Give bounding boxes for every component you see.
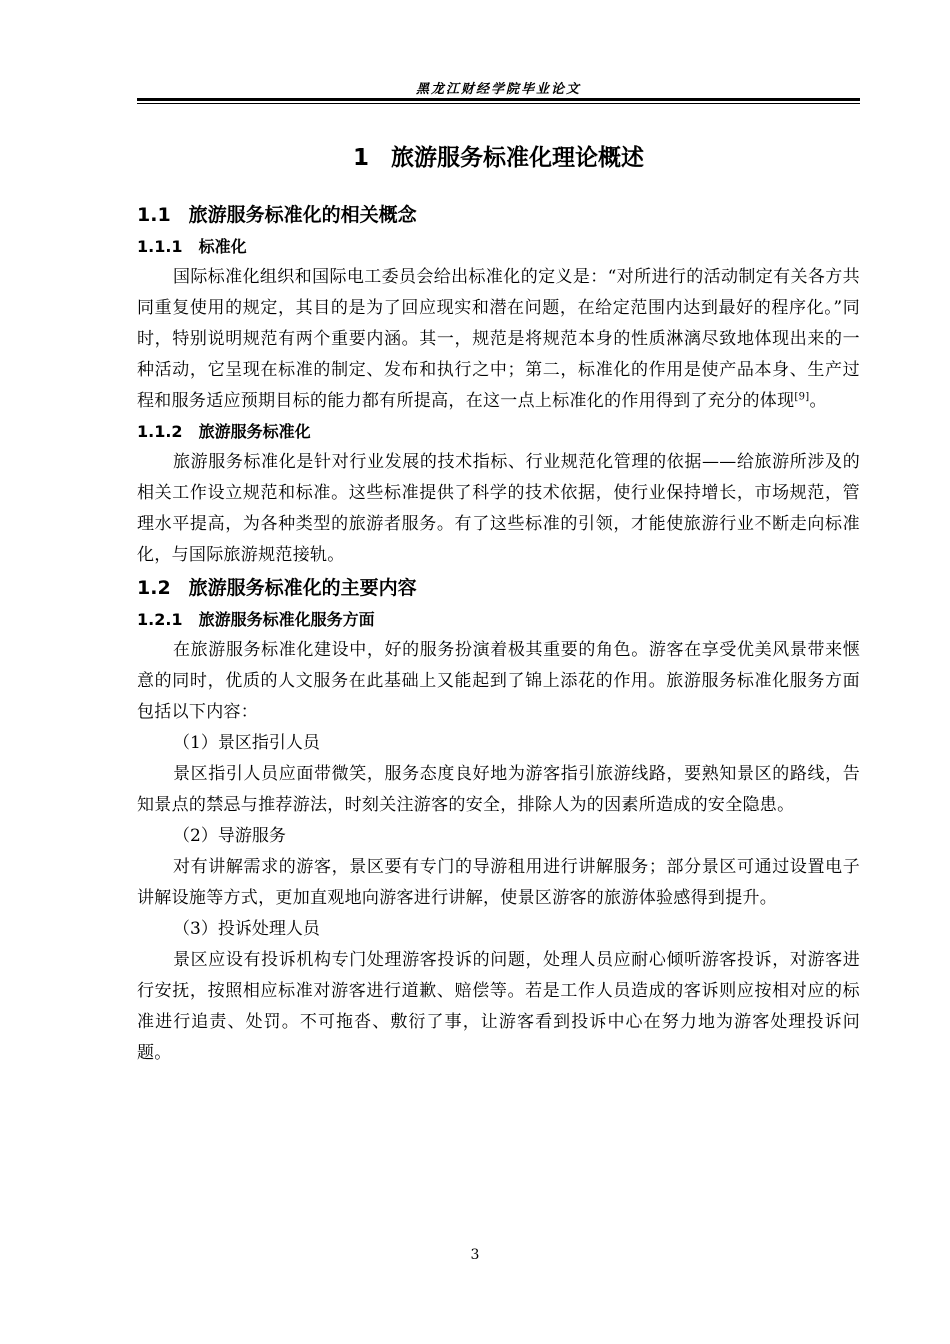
list-item-label: （1）景区指引人员 xyxy=(173,733,320,753)
header-rule-thin xyxy=(137,103,860,104)
subsection-heading-1-2-1 xyxy=(137,605,860,635)
paragraph-standardization xyxy=(137,262,860,417)
chapter-number: 1 xyxy=(352,145,369,171)
section-number: 1.2 xyxy=(137,577,171,599)
chapter-title-text: 旅游服务标准化理论概述 xyxy=(391,145,644,171)
paragraph-text: 国际标准化组织和国际电工委员会给出标准化的定义是：“对所进行的活动制定有关各方共同重复使用的规定，其目的是为了回应现实和潜在问题，在给定范围内达到最好的程序化。”同时，特别说明规范有两个重要内涵。其一，规范是将规范本身的性质淋漓尽致地体现出来的一种活动，它呈现在标准的制定、发布和执行之中；第二，标准化的作用是使产品本身、生产过程和服务适应预期目标的能力都有所提高，在这一点上标准化的作用得到了充分的体现 xyxy=(137,267,860,411)
section-title: 旅游服务标准化的相关概念 xyxy=(188,204,417,226)
page-number: 3 xyxy=(470,1247,480,1263)
section-heading-1-1 xyxy=(137,198,860,232)
list-item-label: （2）导游服务 xyxy=(173,826,286,846)
paragraph-service-intro: 在旅游服务标准化建设中，好的服务扮演着极其重要的角色。游客在享受优美风景带来惬意的同时，优质的人文服务在此基础上又能起到了锦上添花的作用。旅游服务标准化服务方面包括以下内容： xyxy=(137,640,860,722)
paragraph-tourism-standardization: 旅游服务标准化是针对行业发展的技术指标、行业规范化管理的依据——给旅游所涉及的相关工作设立规范和标准。这些标准提供了科学的技术依据，使行业保持增长，市场规范，管理水平提高，为各种类型的旅游者服务。有了这些标准的引领，才能使旅游行业不断走向标准化，与国际旅游规范接轨。 xyxy=(137,452,860,565)
subsection-number: 1.1.2 xyxy=(137,422,183,441)
subsection-title: 旅游服务标准化 xyxy=(198,422,311,441)
running-header: 黑龙江财经学院毕业论文 xyxy=(415,82,581,97)
list-item-text: 景区指引人员应面带微笑，服务态度良好地为游客指引旅游线路，要熟知景区的路线，告知景点的禁忌与推荐游法，时刻关注游客的安全，排除人为的因素所造成的安全隐患。 xyxy=(137,764,860,815)
page-content xyxy=(137,138,860,1069)
section-number: 1.1 xyxy=(137,204,171,226)
section-title: 旅游服务标准化的主要内容 xyxy=(188,577,417,599)
citation-ref: [9] xyxy=(794,391,810,403)
list-item-text: 景区应设有投诉机构专门处理游客投诉的问题，处理人员应耐心倾听游客投诉，对游客进行安抚，按照相应标准对游客进行道歉、赔偿等。若是工作人员造成的客诉则应按相对应的标准进行追责、处罚。不可拖沓、敷衍了事，让游客看到投诉中心在努力地为游客处理投诉问题。 xyxy=(137,950,860,1063)
section-heading-1-2 xyxy=(137,571,860,605)
subsection-heading-1-1-2 xyxy=(137,417,860,447)
subsection-title: 标准化 xyxy=(198,237,247,256)
list-item-label: （3）投诉处理人员 xyxy=(173,919,320,939)
chapter-title xyxy=(137,138,860,178)
subsection-number: 1.1.1 xyxy=(137,237,183,256)
paragraph-end: 。 xyxy=(809,391,827,411)
subsection-heading-1-1-1 xyxy=(137,232,860,262)
subsection-title: 旅游服务标准化服务方面 xyxy=(198,610,375,629)
list-item-text: 对有讲解需求的游客，景区要有专门的导游租用进行讲解服务；部分景区可通过设置电子讲解设施等方式，更加直观地向游客进行讲解，使景区游客的旅游体验感得到提升。 xyxy=(137,857,860,908)
header-rule-thick xyxy=(137,98,860,101)
subsection-number: 1.2.1 xyxy=(137,610,183,629)
